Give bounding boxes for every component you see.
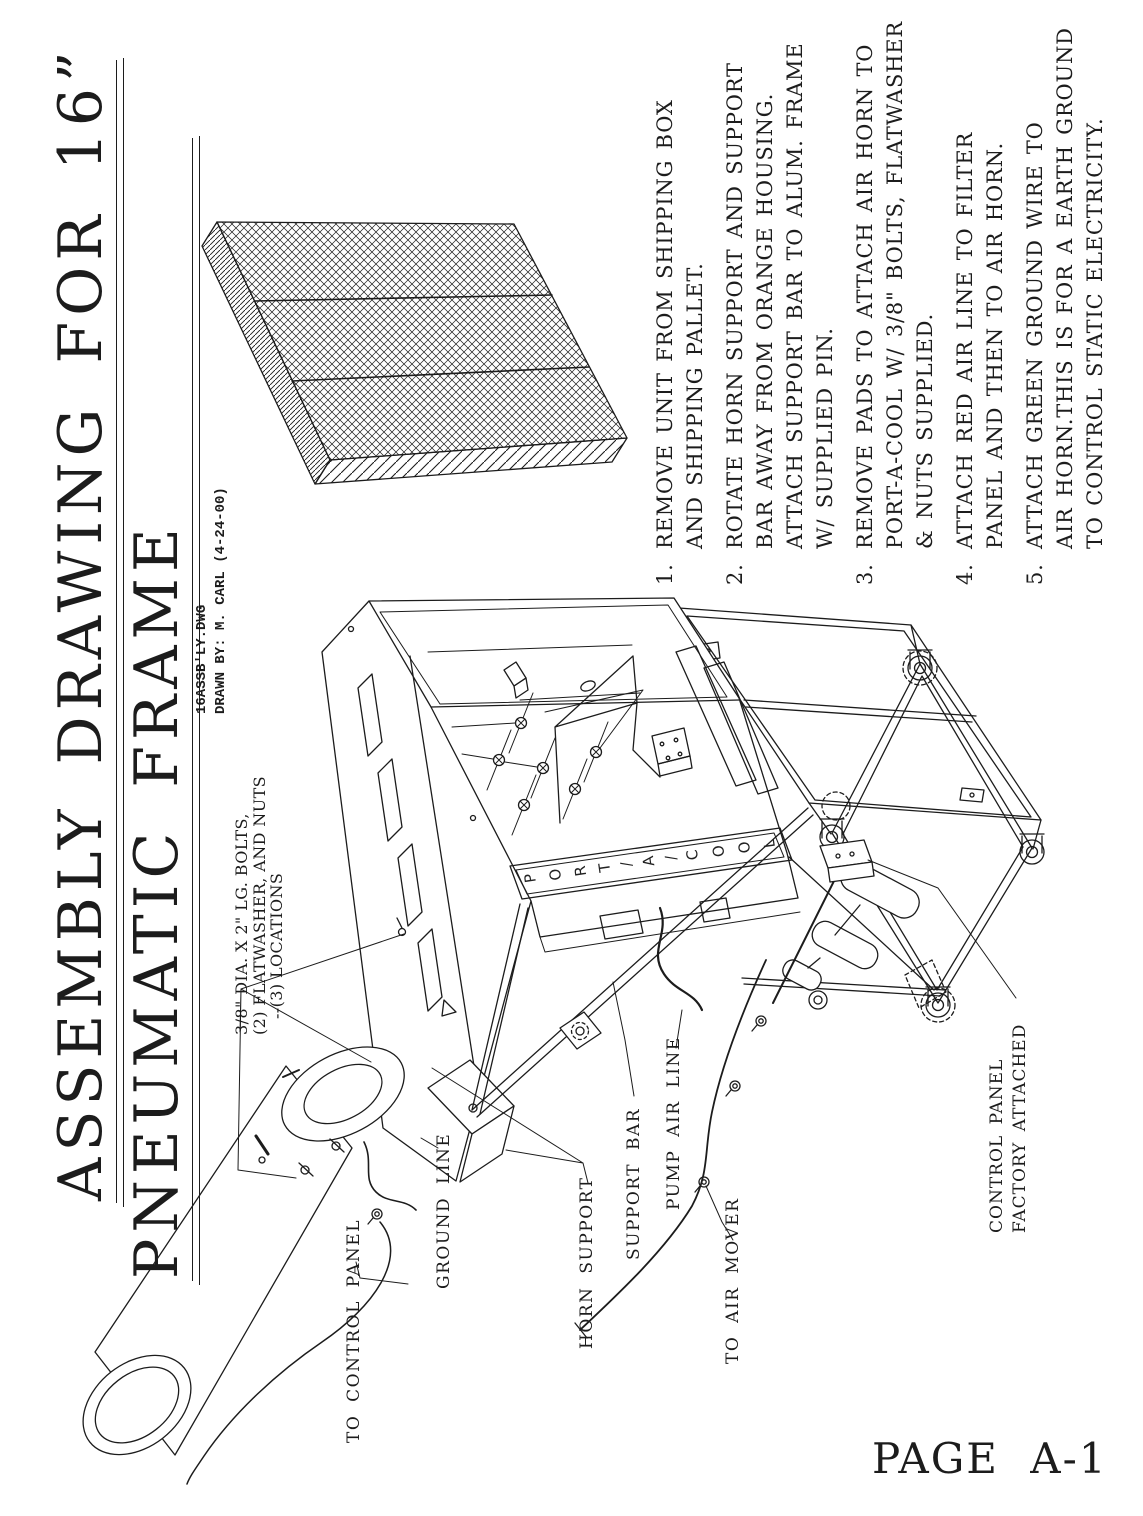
instruction-text: TO CONTROL STATIC ELECTRICITY. [1083,117,1107,549]
instruction-text: ATTACH RED AIR LINE TO FILTER [953,131,977,549]
label-control-panel-line1: CONTROL PANEL [987,1058,1007,1233]
instruction-item [720,21,840,585]
instruction-text: BAR AWAY FROM ORANGE HOUSING. [753,92,777,549]
label-to-air-mover: TO AIR MOVER [723,1197,743,1364]
ground-wire-line [364,1142,416,1210]
instruction-number: 2. [723,563,747,585]
instruction-number: 4. [953,563,977,585]
instruction-text: ROTATE HORN SUPPORT AND SUPPORT [723,62,747,549]
instruction-text: W/ SUPPLIED PIN. [813,327,837,549]
instruction-text: REMOVE UNIT FROM SHIPPING BOX [653,99,677,549]
instruction-item [650,21,710,585]
drawing-author: DRAWN BY: M. CARL (4-24-00) [213,487,229,714]
instruction-text: REMOVE PADS TO ATTACH AIR HORN TO [853,43,877,549]
label-support-bar: SUPPORT BAR [624,1107,644,1260]
instruction-text: AND SHIPPING PALLET. [683,262,707,549]
control-panel-illustration [820,840,874,882]
instruction-text: ATTACH GREEN GROUND WIRE TO [1023,121,1047,549]
label-pump-air-line: PUMP AIR LINE [664,1036,684,1210]
callout-line: --(3) LOCATIONS [267,872,286,1019]
label-to-control-panel: TO CONTROL PANEL [344,1219,364,1443]
callout-line: (2) FLATWASHER, AND NUTS [249,775,269,1035]
instruction-number: 5. [1023,563,1047,585]
label-control-panel [986,1024,1032,1233]
bolt-spec-callout [233,776,286,1035]
unit-brand-lettering: P O R T / A / C O O L [520,838,779,884]
instruction-item [850,21,940,585]
instruction-text: ATTACH SUPPORT BAR TO ALUM. FRAME [783,42,807,549]
instruction-number: 1. [653,563,677,585]
page-number: PAGE A-1 [872,1434,1108,1483]
instruction-text: AIR HORN.THIS IS FOR A EARTH GROUND [1053,27,1077,549]
page-title: ASSEMBLY DRAWING FOR 16” [46,45,116,1201]
support-bar-leader [613,982,634,1096]
label-ground-line: GROUND LINE [434,1132,454,1289]
instruction-number: 3. [853,563,877,585]
instruction-text: & NUTS SUPPLIED. [913,313,937,549]
instructions-list [650,21,1120,585]
label-control-panel-line2: FACTORY ATTACHED [1010,1023,1030,1233]
instruction-item [1020,21,1110,585]
instruction-text: PORT-A-COOL W/ 3/8" BOLTS, FLATWASHER [883,21,907,549]
callout-line: 3/8" DIA. X 2" LG. BOLTS, [232,813,251,1035]
drawing-file-name: 16ASSB'LY.DWG [194,604,210,714]
instruction-item [950,21,1010,585]
page-subtitle: PNEUMATIC FRAME [126,138,193,1281]
drawing-info [193,487,231,714]
shipping-box-illustration [202,222,627,484]
instruction-text: PANEL AND THEN TO AIR HORN. [983,142,1007,549]
label-horn-support: HORN SUPPORT [577,1176,597,1349]
